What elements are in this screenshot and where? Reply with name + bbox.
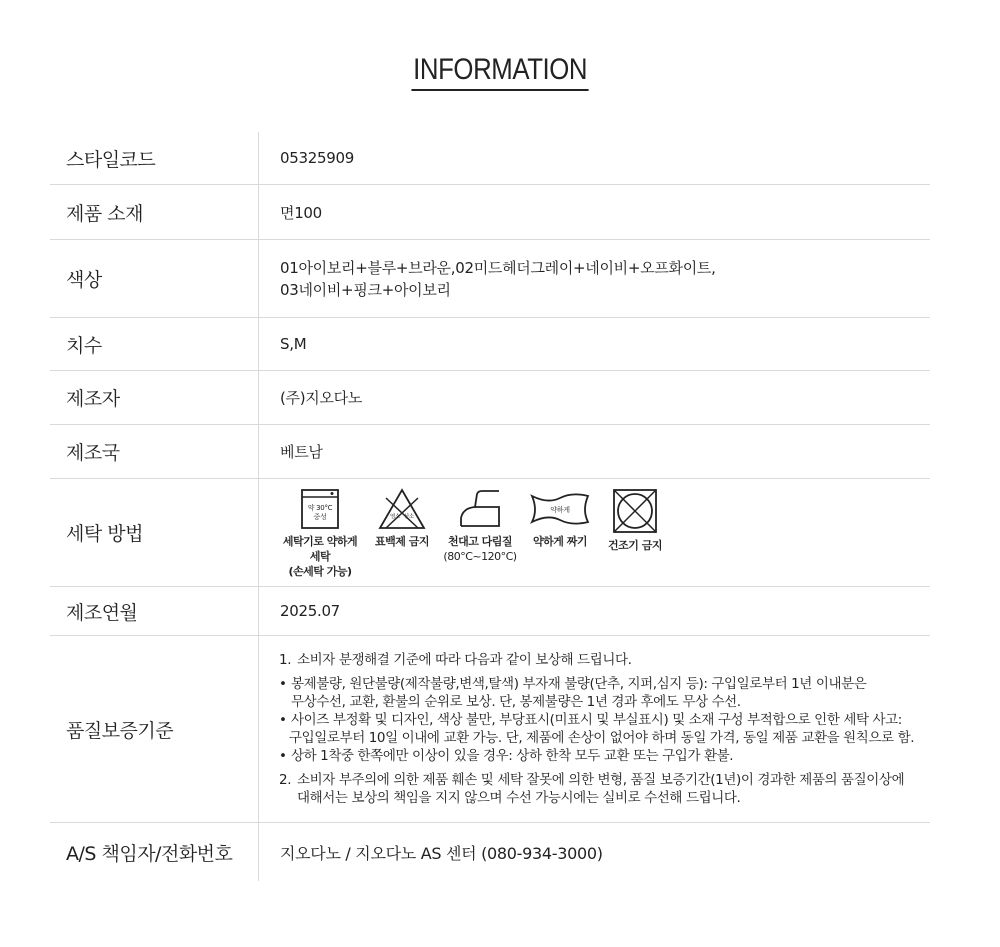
care-label-line: (손세탁 가능) [288,565,352,578]
iron-icon [457,488,503,530]
care-label-line: 건조기 금지 [608,539,662,552]
item-number: 1. [279,652,292,668]
row-value-cell [258,479,930,586]
washing-machine-icon [300,488,340,530]
page-title: INFORMATION [411,52,588,91]
item-text: 소비자 분쟁해결 기준에 따라 다음과 같이 보상해 드립니다. [297,652,632,668]
row-date [50,587,930,636]
bleach-oxygen-text: 산소 [403,514,415,520]
bullet-line: 상하 1착중 한쪽에만 이상이 있을 경우: 상하 한착 모두 교환 또는 구입가 환불. [291,748,734,764]
care-label-line: (80°C~120°C) [443,550,517,563]
color-line: 01아이보리+블루+브라운,02미드헤더그레이+네이비+오프화이트, [280,258,716,277]
care-symbols [279,488,677,579]
no-tumble-dry-icon [612,488,658,534]
care-label [443,534,516,564]
care-label-line: 천대고 다림질 [447,535,513,548]
quality-bullet [279,675,914,711]
care-label-line: 표백제 금지 [375,535,429,548]
item-number: 2. [279,772,292,788]
row-label: 품질보증기준 [66,719,174,742]
row-value: (주)지오다노 [258,371,930,424]
row-maker [50,371,930,425]
wring-text: 약하게 [550,506,570,514]
bleach-chlorine-text: 염소 [389,514,401,520]
item-text: 소비자 부주의에 의한 제품 훼손 및 세탁 잘못에 의한 변형, 품질 보증기간(1년)이 경과한 제품의 품질이상에 [297,772,905,788]
bullet-line: 무상수선, 교환, 환불의 순위로 보상. 단, 봉제불량은 1년 경과 후에도 무상 수선. [291,694,741,710]
row-label: 스타일코드 [66,148,156,171]
row-country [50,425,930,479]
care-label [279,534,361,579]
row-value: 면100 [258,185,930,239]
row-label: 제조자 [66,388,120,410]
gentle-wring-icon [530,488,590,530]
row-wash [50,479,930,587]
quality-bullet [279,747,914,765]
care-item-iron [443,488,517,564]
row-label: 세탁 방법 [66,523,143,545]
row-size [50,318,930,371]
row-label: A/S 책임자/전화번호 [66,842,233,865]
row-label: 색상 [66,269,102,291]
row-value: 2025.07 [258,587,930,635]
item-text: 대해서는 보상의 책임을 지지 않으며 수선 가능시에는 실비로 수선해 드립니다. [297,790,741,806]
care-label [533,534,587,549]
row-quality [50,636,930,823]
row-value-cell [258,636,930,822]
care-item-bleach [371,488,433,549]
no-bleach-icon [378,488,426,530]
row-color [50,240,930,318]
care-label [375,534,429,549]
row-value: 베트남 [258,425,930,478]
quality-bullet [279,711,914,747]
row-label: 제품 소재 [66,202,143,225]
row-value: S,M [258,318,930,370]
bullet-mark: • [279,748,287,764]
row-value: 05325909 [258,132,930,184]
bullet-mark: • [279,676,287,692]
care-item-wring [527,488,593,549]
row-as [50,823,930,881]
care-item-wash [279,488,361,579]
bullet-line: 봉제불량, 원단불량(제작불량,변색,탈색) 부자재 불량(단추, 지퍼,심지 등): 구입일로부터 1년 이내분은 [291,676,867,692]
row-style-code [50,132,930,185]
row-material [50,185,930,240]
row-label: 치수 [66,334,102,357]
bullet-mark: • [279,712,287,728]
wash-detergent-text: 중성 [313,513,327,521]
info-table [50,132,930,881]
care-label [608,538,662,553]
page-title-wrap [0,52,1000,91]
care-item-dryer [603,488,667,553]
row-value: 지오다노 / 지오다노 AS 센터 (080-934-3000) [258,823,930,881]
wash-temp-text: 약 30°C [307,504,333,512]
bullet-line: 사이즈 부정확 및 디자인, 색상 불만, 부당표시(미표시 및 부실표시) 및 소재 구성 부적합으로 인한 세탁 사고: [291,712,902,728]
quality-item [279,771,914,807]
care-label-line: 세탁기로 약하게 세탁 [282,535,358,563]
quality-text [279,651,914,807]
bullet-line: 구입일로부터 10일 이내에 교환 가능. 단, 제품에 손상이 없어야 하며 동일 가격, 동일 제품 교환을 원칙으로 함. [289,730,915,746]
color-line: 03네이비+핑크+아이보리 [280,280,451,299]
row-label: 제조연월 [66,601,138,624]
row-label: 제조국 [66,442,120,464]
row-value-cell [258,240,930,317]
quality-item [279,651,914,669]
care-label-line: 약하게 짜기 [533,535,587,548]
